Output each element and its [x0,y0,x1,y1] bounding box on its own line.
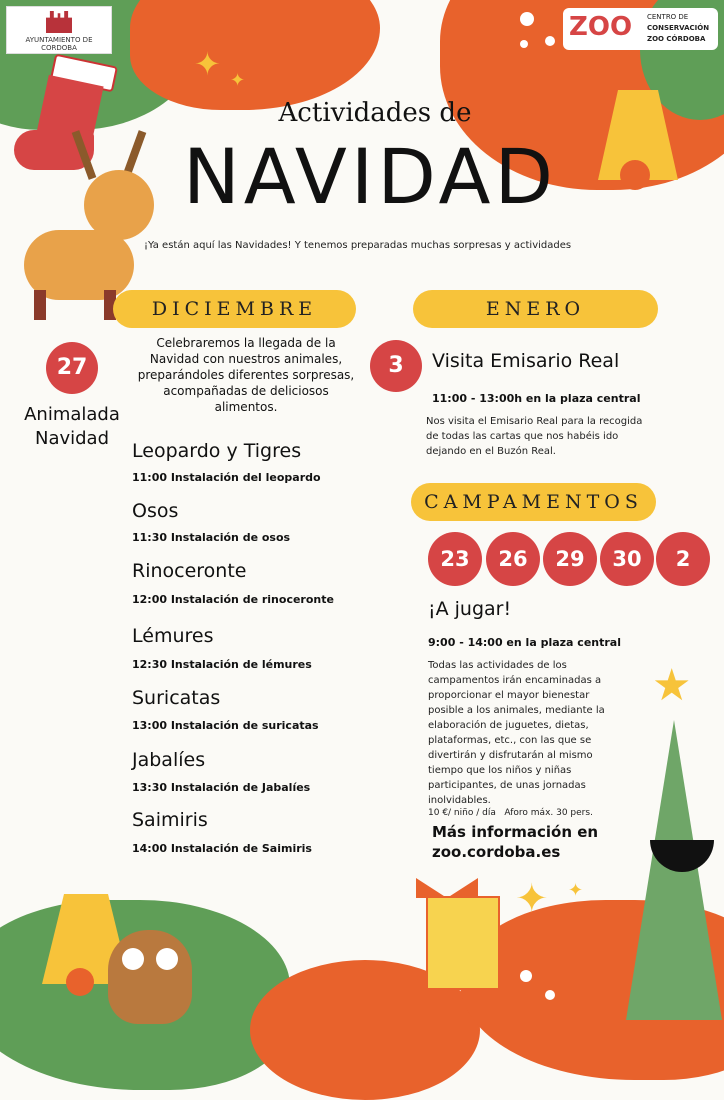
dot [545,990,555,1000]
animal-name: Osos [132,500,179,522]
zoo-logo [563,8,718,50]
dot [520,970,532,982]
castle-icon [46,11,72,33]
diciembre-description: Celebraremos la llegada de la Navidad con nuestros animales, preparándoles diferentes sorpresas, acompañadas de deliciosos alimentos. [137,336,355,414]
day-badge-2: 2 [656,532,710,586]
campamentos-time: 9:00 - 14:00 en la plaza central [428,636,621,649]
sparkle-icon: ✦ [194,45,221,83]
pill-campamentos: CAMPAMENTOS [411,483,656,521]
day-badge-30: 30 [600,532,654,586]
dot [520,40,528,48]
animal-name: Suricatas [132,687,221,709]
enero-description: Nos visita el Emisario Real para la recogida de todas las cartas que nos habéis ido dejando en el Buzón Real. [426,416,643,457]
campamentos-price: 10 €/ niño / día Aforo máx. 30 pers. [428,808,593,818]
gift-illustration [416,878,496,988]
campamentos-description: Todas las actividades de los campamentos irán encaminadas a proporcionar el mayor bienestar posible a los animales, mediante la elaboración de juguetes, dietas, plataformas, etc., con las que se divertirán y disfrutarán al mismo tiempo que los niños y niñas participantes, de unas jornadas inolvidables. [428,660,605,806]
christmas-tree-illustration [620,660,724,1024]
animal-time: 12:30 Instalación de lémures [132,658,312,671]
dot [520,12,534,26]
event-name-animalada: Animalada Navidad [24,404,120,449]
animal-name: Rinoceronte [132,560,247,582]
enero-time: 11:00 - 13:00h en la plaza central [432,392,641,405]
animal-time: 13:30 Instalación de Jabalíes [132,781,311,794]
animal-time: 12:00 Instalación de rinoceronte [132,593,334,606]
pill-diciembre: DICIEMBRE [113,290,356,328]
more-info-link[interactable]: zoo.cordoba.es [432,843,561,861]
zoo-brand: ZOO [569,12,633,42]
day-badge-29: 29 [543,532,597,586]
title-pre: Actividades de [278,98,472,128]
event-name-emisario: Visita Emisario Real [432,350,620,372]
day-badge-3: 3 [370,340,422,392]
animal-time: 13:00 Instalación de suricatas [132,719,319,732]
animal-name: Jabalíes [132,749,206,771]
animal-name: Saimiris [132,809,208,831]
day-badge-27: 27 [46,342,98,394]
owl-illustration [108,930,192,1024]
animal-name: Lémures [132,625,214,647]
orange-blob-top-left [130,0,380,110]
animal-time: 11:30 Instalación de osos [132,531,291,544]
zoo-logo-line-3: ZOO CÓRDOBA [647,35,706,43]
zoo-logo-line-1: CENTRO DE [647,13,689,21]
ayuntamiento-logo [6,6,112,54]
animal-time: 11:00 Instalación del leopardo [132,471,321,484]
dot [545,36,555,46]
sparkle-icon: ✦ [568,880,584,901]
zoo-logo-line-2: CONSERVACIÓN [647,24,710,32]
animal-name: Leopardo y Tigres [132,440,302,462]
bell-illustration [588,70,688,200]
pill-enero: ENERO [413,290,658,328]
day-badge-26: 26 [486,532,540,586]
event-name-a-jugar: ¡A jugar! [428,598,512,620]
sparkle-icon: ✦ [515,876,549,922]
star-icon: ★ [652,660,692,711]
animal-time: 14:00 Instalación de Saimiris [132,842,312,855]
day-badge-23: 23 [428,532,482,586]
ayuntamiento-logo-text: AYUNTAMIENTO DE CORDOBA [25,36,93,52]
subtitle: ¡Ya están aquí las Navidades! Y tenemos preparadas muchas sorpresas y actividades [144,240,572,251]
more-info-line-1: Más información en [432,823,599,841]
sparkle-icon: ✦ [230,70,246,91]
page-title: NAVIDAD [182,132,558,221]
